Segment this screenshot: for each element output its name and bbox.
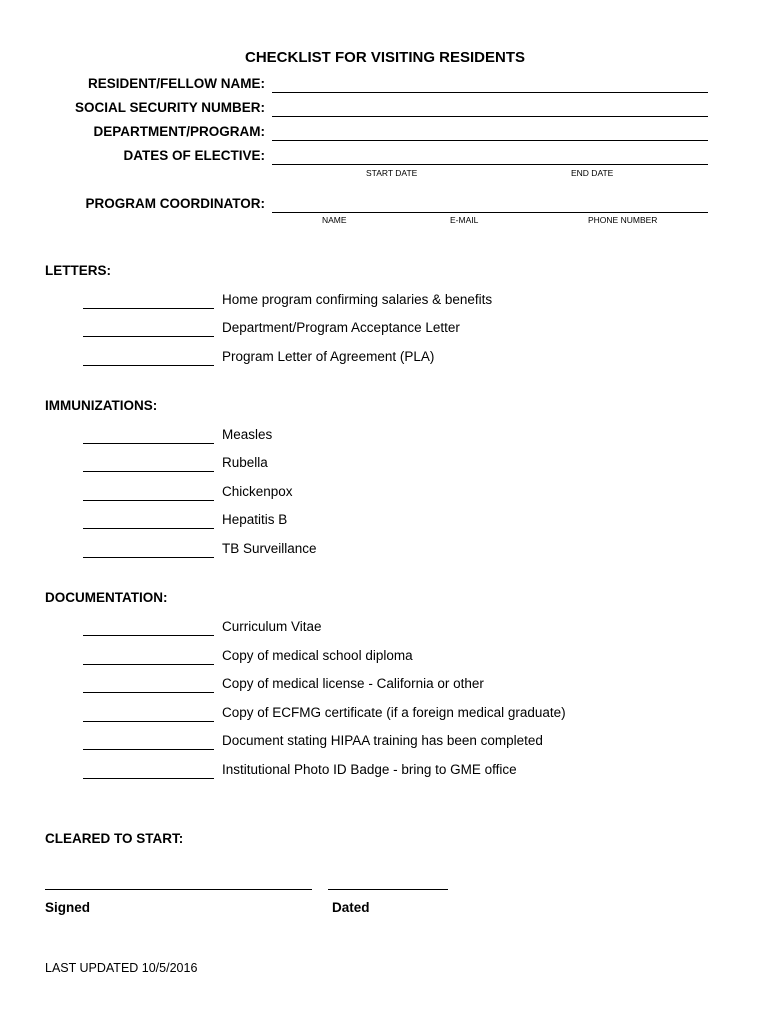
- start-date-caption: START DATE: [366, 168, 418, 178]
- immunization-item: Hepatitis B: [222, 512, 288, 527]
- letters-item: Department/Program Acceptance Letter: [222, 320, 460, 335]
- letters-checkbox-line[interactable]: [83, 308, 214, 309]
- letters-checkbox-line[interactable]: [83, 365, 214, 366]
- letters-heading: LETTERS:: [45, 263, 111, 278]
- signed-label: Signed: [45, 900, 91, 915]
- documentation-checkbox-line[interactable]: [83, 749, 214, 750]
- coordinator-label: PROGRAM COORDINATOR:: [85, 196, 265, 211]
- immunization-checkbox-line[interactable]: [83, 500, 214, 501]
- documentation-checkbox-line[interactable]: [83, 635, 214, 636]
- coordinator-field[interactable]: [272, 212, 708, 213]
- letters-item: Home program confirming salaries & benefits: [222, 292, 493, 307]
- documentation-item: Copy of ECFMG certificate (if a foreign medical graduate): [222, 705, 566, 720]
- immunization-checkbox-line[interactable]: [83, 528, 214, 529]
- letters-checkbox-line[interactable]: [83, 336, 214, 337]
- ssn-label: SOCIAL SECURITY NUMBER:: [74, 100, 265, 115]
- documentation-item: Institutional Photo ID Badge - bring to GME office: [222, 762, 517, 777]
- date-line[interactable]: [328, 889, 448, 890]
- immunization-item: TB Surveillance: [222, 541, 317, 556]
- coord-name-caption: NAME: [322, 215, 347, 225]
- department-label: DEPARTMENT/PROGRAM:: [93, 124, 265, 139]
- immunization-item: Measles: [222, 427, 273, 442]
- ssn-field[interactable]: [272, 116, 708, 117]
- immunization-checkbox-line[interactable]: [83, 471, 214, 472]
- end-date-caption: END DATE: [571, 168, 614, 178]
- resident-name-label: RESIDENT/FELLOW NAME:: [88, 76, 265, 91]
- documentation-checkbox-line[interactable]: [83, 692, 214, 693]
- signature-line[interactable]: [45, 889, 312, 890]
- documentation-heading: DOCUMENTATION:: [45, 590, 168, 605]
- coord-email-caption: E-MAIL: [450, 215, 479, 225]
- letters-item: Program Letter of Agreement (PLA): [222, 349, 435, 364]
- dates-label: DATES OF ELECTIVE:: [123, 148, 265, 163]
- department-field[interactable]: [272, 140, 708, 141]
- dated-label: Dated: [332, 900, 370, 915]
- documentation-item: Copy of medical school diploma: [222, 648, 413, 663]
- immunizations-heading: IMMUNIZATIONS:: [45, 398, 158, 413]
- documentation-checkbox-line[interactable]: [83, 778, 214, 779]
- last-updated: LAST UPDATED 10/5/2016: [45, 961, 198, 975]
- immunization-checkbox-line[interactable]: [83, 557, 214, 558]
- documentation-checkbox-line[interactable]: [83, 664, 214, 665]
- cleared-heading: CLEARED TO START:: [45, 831, 184, 846]
- immunization-item: Rubella: [222, 455, 268, 470]
- resident-name-field[interactable]: [272, 92, 708, 93]
- immunization-item: Chickenpox: [222, 484, 293, 499]
- documentation-item: Document stating HIPAA training has been completed: [222, 733, 543, 748]
- documentation-item: Curriculum Vitae: [222, 619, 322, 634]
- documentation-item: Copy of medical license - California or other: [222, 676, 484, 691]
- immunization-checkbox-line[interactable]: [83, 443, 214, 444]
- page-title: CHECKLIST FOR VISITING RESIDENTS: [244, 49, 526, 66]
- coord-phone-caption: PHONE NUMBER: [588, 215, 658, 225]
- documentation-checkbox-line[interactable]: [83, 721, 214, 722]
- dates-field[interactable]: [272, 164, 708, 165]
